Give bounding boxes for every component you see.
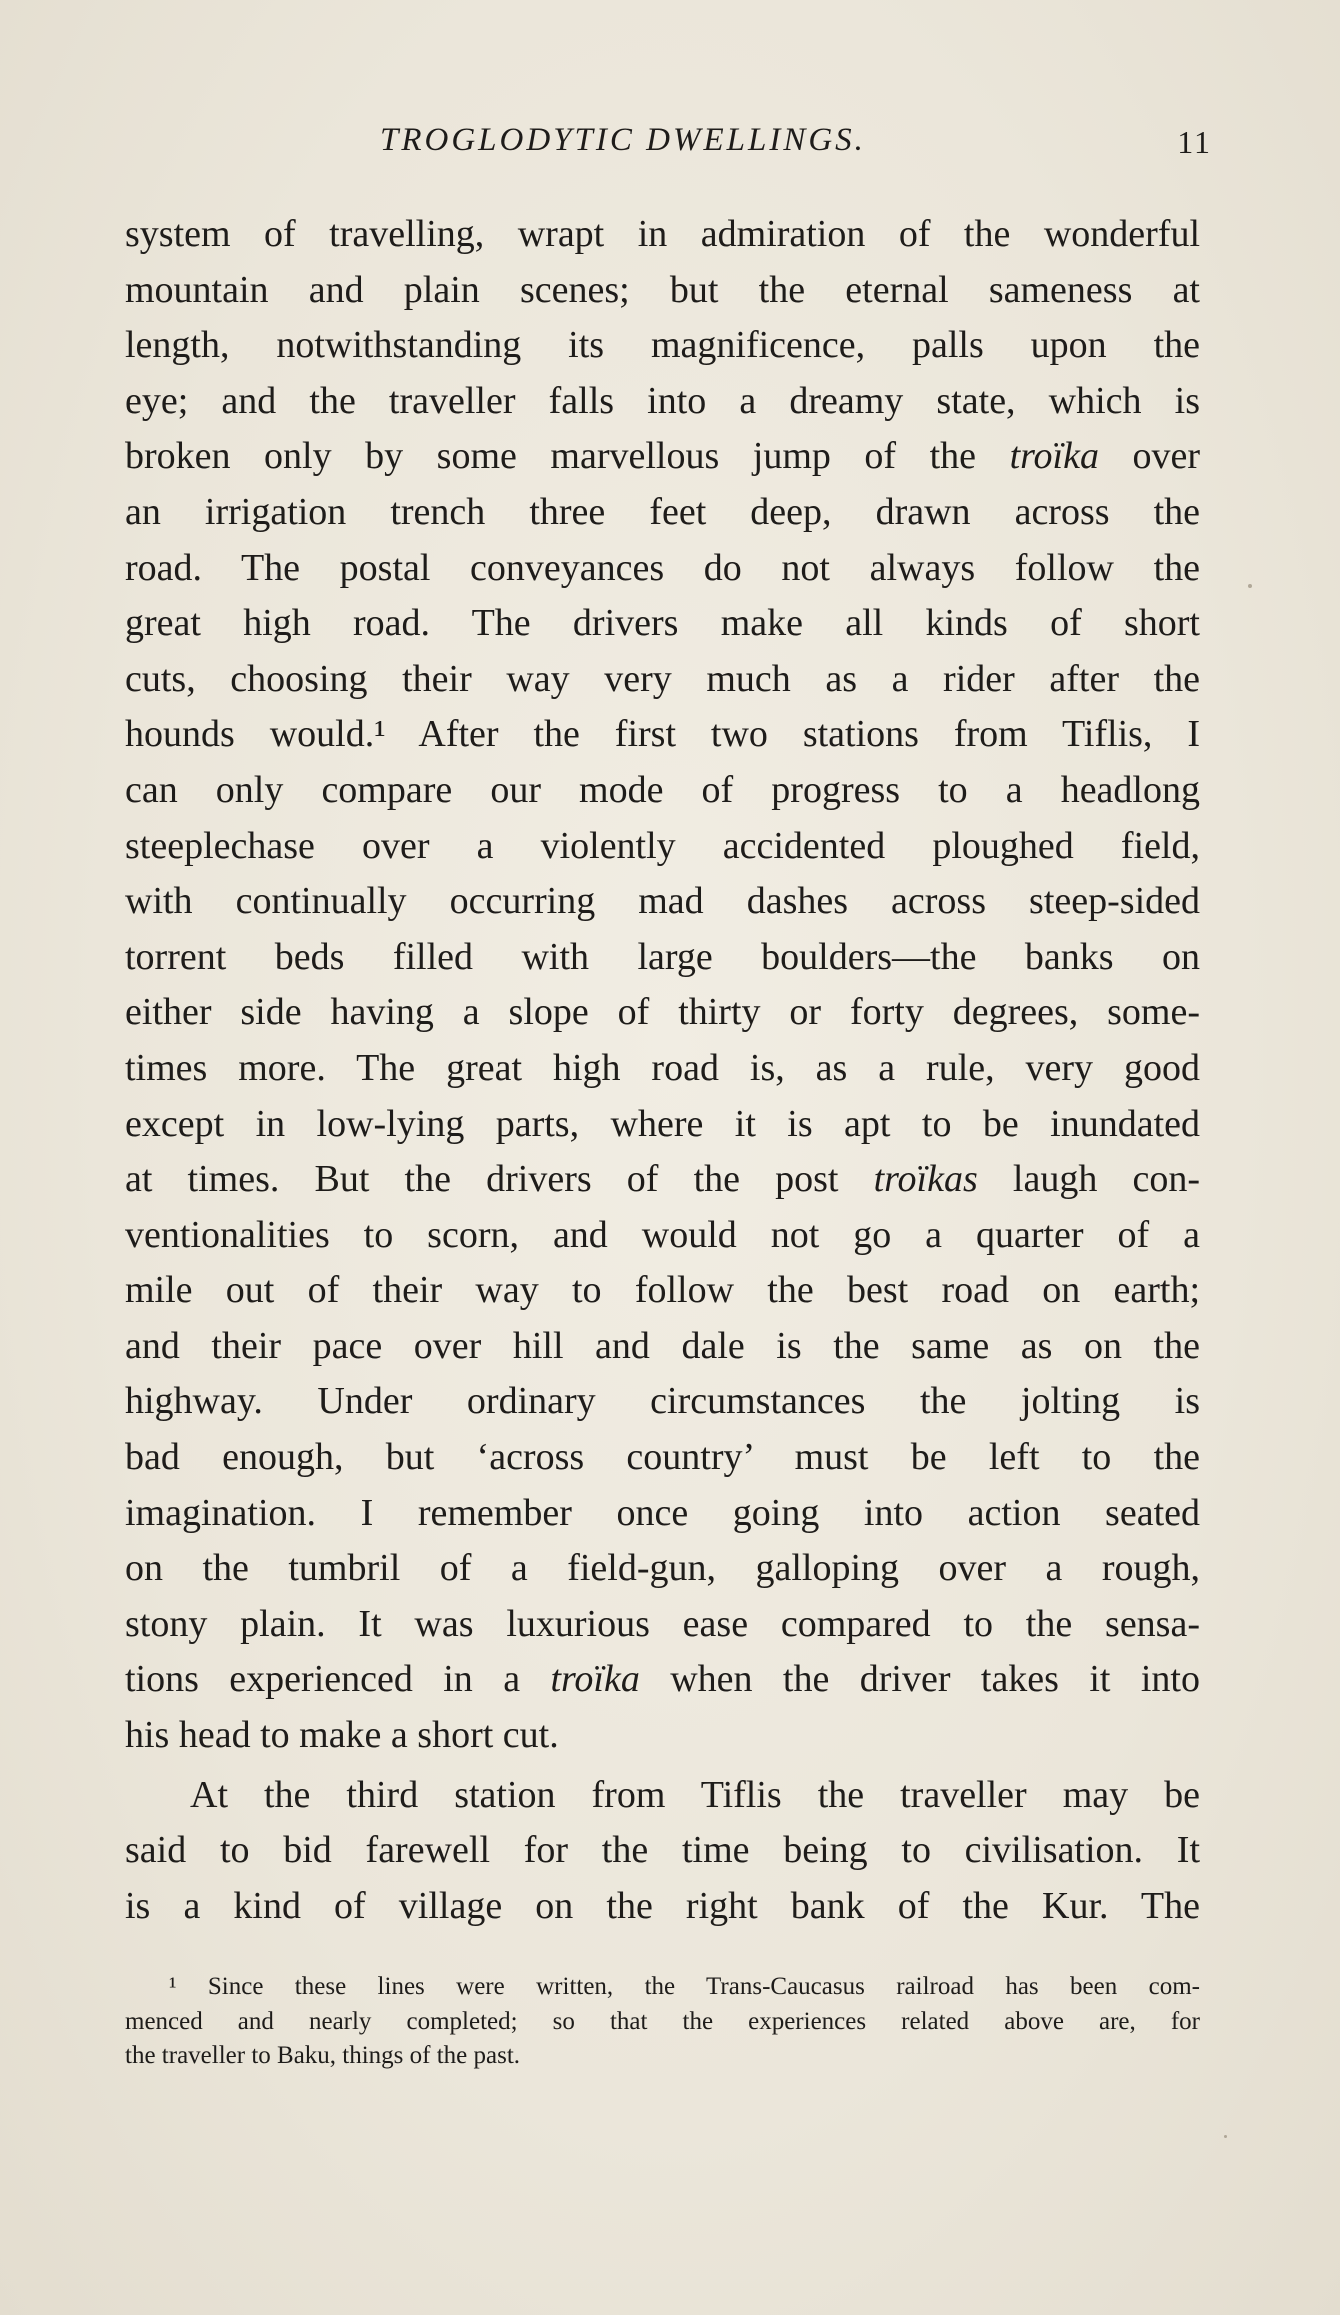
footnote-line: menced and nearly completed; so that the experiences related above are, for [125, 2007, 1200, 2035]
text-line: length, notwithstanding its magnificence, palls upon the [125, 324, 1200, 367]
footnote-line: the traveller to Baku, things of the past. [125, 2042, 521, 2069]
text-line: road. The postal conveyances do not always follow the [125, 546, 1200, 589]
running-head [0, 122, 1340, 172]
text-line: torrent beds filled with large boulders—the banks on [125, 935, 1200, 978]
footnote [125, 1970, 1200, 2074]
text-line: eye; and the traveller falls into a dreamy state, which is [125, 379, 1200, 422]
paper-speck [1248, 584, 1252, 588]
text-line: system of travelling, wrapt in admiration of the wonderful [125, 213, 1200, 255]
text-line: on the tumbril of a field-gun, galloping over a rough, [125, 1547, 1200, 1590]
text-line: bad enough, but ‘across country’ must be left to the [125, 1436, 1200, 1479]
paper-speck [1224, 2135, 1227, 2138]
text-line: broken only by some marvellous jump of the troïka over [125, 435, 1200, 478]
text-line: mountain and plain scenes; but the eternal sameness at [125, 268, 1200, 311]
italic-word: troïka [550, 1658, 640, 1701]
italic-word: troïka [1009, 435, 1099, 478]
text-line: times more. The great high road is, as a rule, very good [125, 1046, 1200, 1089]
text-line: highway. Under ordinary circumstances the jolting is [125, 1380, 1200, 1423]
text-line: at times. But the drivers of the post troïkas laugh con- [125, 1158, 1200, 1201]
italic-word: troïkas [873, 1158, 978, 1201]
text-line: imagination. I remember once going into action seated [125, 1491, 1200, 1534]
text-line: said to bid farewell for the time being to civilisation. It [125, 1829, 1200, 1872]
text-line: steeplechase over a violently accidented ploughed field, [125, 824, 1200, 867]
text-line: stony plain. It was luxurious ease compared to the sensa- [125, 1602, 1200, 1645]
text-line: an irrigation trench three feet deep, drawn across the [125, 490, 1200, 533]
text-line: can only compare our mode of progress to a headlong [125, 768, 1200, 811]
text-line: his head to make a short cut. [125, 1714, 559, 1757]
text-line: At the third station from Tiflis the traveller may be [190, 1773, 1200, 1816]
body-text [125, 207, 1200, 1934]
chapter-title: TROGLODYTIC DWELLINGS. [380, 122, 866, 158]
text-line: great high road. The drivers make all kinds of short [125, 602, 1200, 645]
text-line: either side having a slope of thirty or forty degrees, some- [125, 991, 1200, 1034]
text-line: mile out of their way to follow the best road on earth; [125, 1269, 1200, 1312]
text-line: ventionalities to scorn, and would not go a quarter of a [125, 1213, 1200, 1256]
text-line: tions experienced in a troïka when the driver takes it into [125, 1658, 1200, 1701]
page-number: 11 [1177, 124, 1212, 160]
text-line: with continually occurring mad dashes across steep-sided [125, 880, 1200, 923]
text-line: hounds would.¹ After the first two stations from Tiflis, I [125, 713, 1200, 756]
footnote-line: ¹ Since these lines were written, the Trans-Caucasus railroad has been com- [169, 1973, 1200, 2000]
text-line: and their pace over hill and dale is the same as on the [125, 1324, 1200, 1367]
text-line: except in low-lying parts, where it is apt to be inundated [125, 1102, 1200, 1145]
text-line: cuts, choosing their way very much as a rider after the [125, 657, 1200, 700]
text-line: is a kind of village on the right bank of the Kur. The [125, 1884, 1200, 1927]
